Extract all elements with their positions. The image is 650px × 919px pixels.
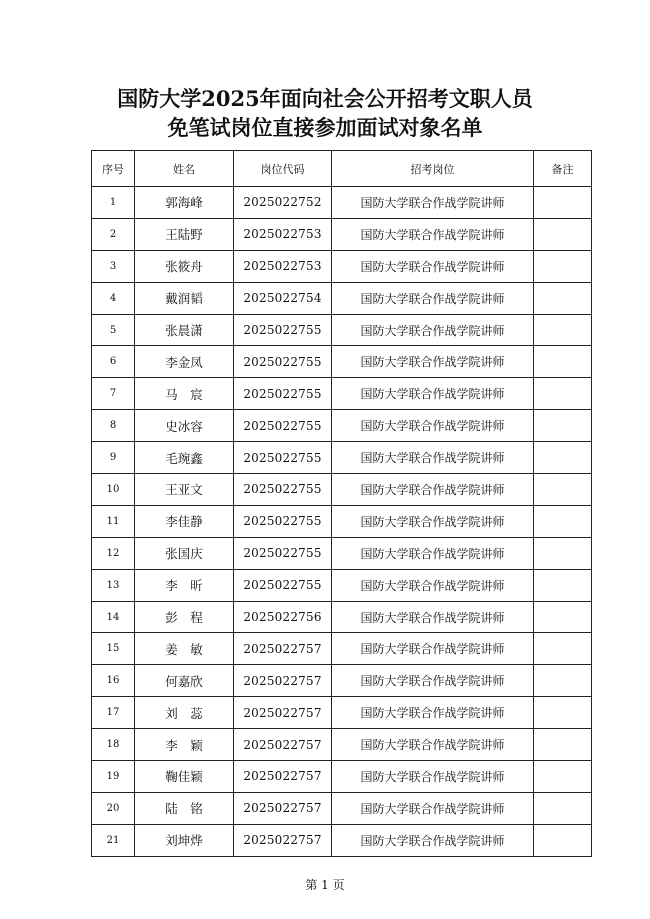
code-cell: 2025022752 xyxy=(234,187,332,219)
code-cell: 2025022756 xyxy=(234,601,332,633)
table-body xyxy=(92,187,592,857)
table-row xyxy=(92,792,592,824)
note-cell xyxy=(534,474,592,506)
seq-cell: 3 xyxy=(92,250,135,282)
code-cell: 2025022755 xyxy=(234,410,332,442)
name-cell: 李 颖 xyxy=(135,729,234,761)
header-note: 备注 xyxy=(534,151,592,187)
seq-cell: 4 xyxy=(92,282,135,314)
code-cell: 2025022757 xyxy=(234,824,332,856)
post-cell: 国防大学联合作战学院讲师 xyxy=(332,282,534,314)
table-row xyxy=(92,824,592,856)
name-cell: 刘 蕊 xyxy=(135,697,234,729)
page-number: 第 1 页 xyxy=(305,878,345,892)
seq-cell: 12 xyxy=(92,537,135,569)
table-row xyxy=(92,187,592,219)
post-cell: 国防大学联合作战学院讲师 xyxy=(332,633,534,665)
code-cell: 2025022755 xyxy=(234,474,332,506)
post-cell: 国防大学联合作战学院讲师 xyxy=(332,665,534,697)
post-cell: 国防大学联合作战学院讲师 xyxy=(332,378,534,410)
post-cell: 国防大学联合作战学院讲师 xyxy=(332,569,534,601)
name-cell: 戴润韬 xyxy=(135,282,234,314)
post-cell: 国防大学联合作战学院讲师 xyxy=(332,346,534,378)
note-cell xyxy=(534,505,592,537)
note-cell xyxy=(534,378,592,410)
seq-cell: 16 xyxy=(92,665,135,697)
code-cell: 2025022757 xyxy=(234,665,332,697)
post-cell: 国防大学联合作战学院讲师 xyxy=(332,442,534,474)
table-row xyxy=(92,569,592,601)
note-cell xyxy=(534,282,592,314)
seq-cell: 1 xyxy=(92,187,135,219)
note-cell xyxy=(534,442,592,474)
seq-cell: 20 xyxy=(92,792,135,824)
seq-cell: 13 xyxy=(92,569,135,601)
seq-cell: 10 xyxy=(92,474,135,506)
seq-cell: 2 xyxy=(92,218,135,250)
note-cell xyxy=(534,410,592,442)
code-cell: 2025022757 xyxy=(234,633,332,665)
post-cell: 国防大学联合作战学院讲师 xyxy=(332,218,534,250)
name-cell: 李佳静 xyxy=(135,505,234,537)
code-cell: 2025022753 xyxy=(234,250,332,282)
note-cell xyxy=(534,729,592,761)
seq-cell: 14 xyxy=(92,601,135,633)
seq-cell: 8 xyxy=(92,410,135,442)
note-cell xyxy=(534,218,592,250)
name-cell: 李金凤 xyxy=(135,346,234,378)
note-cell xyxy=(534,824,592,856)
name-cell: 毛琬鑫 xyxy=(135,442,234,474)
seq-cell: 15 xyxy=(92,633,135,665)
seq-cell: 11 xyxy=(92,505,135,537)
name-cell: 王亚文 xyxy=(135,474,234,506)
post-cell: 国防大学联合作战学院讲师 xyxy=(332,792,534,824)
document-title-line-2: 免笔试岗位直接参加面试对象名单 xyxy=(167,115,483,140)
seq-cell: 6 xyxy=(92,346,135,378)
table-header-row xyxy=(92,151,592,187)
table-row xyxy=(92,218,592,250)
name-cell: 张筱舟 xyxy=(135,250,234,282)
note-cell xyxy=(534,601,592,633)
note-cell xyxy=(534,346,592,378)
note-cell xyxy=(534,250,592,282)
table-row xyxy=(92,250,592,282)
table-row xyxy=(92,314,592,346)
code-cell: 2025022753 xyxy=(234,218,332,250)
post-cell: 国防大学联合作战学院讲师 xyxy=(332,314,534,346)
table-row xyxy=(92,697,592,729)
header-code: 岗位代码 xyxy=(234,151,332,187)
seq-cell: 17 xyxy=(92,697,135,729)
seq-cell: 9 xyxy=(92,442,135,474)
name-cell: 刘坤烨 xyxy=(135,824,234,856)
post-cell: 国防大学联合作战学院讲师 xyxy=(332,761,534,793)
header-seq: 序号 xyxy=(92,151,135,187)
name-cell: 何嘉欣 xyxy=(135,665,234,697)
post-cell: 国防大学联合作战学院讲师 xyxy=(332,250,534,282)
table-row xyxy=(92,474,592,506)
note-cell xyxy=(534,314,592,346)
post-cell: 国防大学联合作战学院讲师 xyxy=(332,505,534,537)
note-cell xyxy=(534,187,592,219)
name-cell: 彭 程 xyxy=(135,601,234,633)
post-cell: 国防大学联合作战学院讲师 xyxy=(332,824,534,856)
post-cell: 国防大学联合作战学院讲师 xyxy=(332,729,534,761)
document-title-line-1: 国防大学2025年面向社会公开招考文职人员 xyxy=(117,86,533,111)
table-row xyxy=(92,761,592,793)
note-cell xyxy=(534,537,592,569)
name-cell: 史冰容 xyxy=(135,410,234,442)
note-cell xyxy=(534,569,592,601)
seq-cell: 18 xyxy=(92,729,135,761)
table-row xyxy=(92,505,592,537)
post-cell: 国防大学联合作战学院讲师 xyxy=(332,537,534,569)
seq-cell: 21 xyxy=(92,824,135,856)
name-cell: 郭海峰 xyxy=(135,187,234,219)
post-cell: 国防大学联合作战学院讲师 xyxy=(332,410,534,442)
code-cell: 2025022757 xyxy=(234,729,332,761)
name-cell: 张国庆 xyxy=(135,537,234,569)
code-cell: 2025022755 xyxy=(234,569,332,601)
code-cell: 2025022757 xyxy=(234,761,332,793)
post-cell: 国防大学联合作战学院讲师 xyxy=(332,601,534,633)
note-cell xyxy=(534,697,592,729)
post-cell: 国防大学联合作战学院讲师 xyxy=(332,474,534,506)
post-cell: 国防大学联合作战学院讲师 xyxy=(332,187,534,219)
code-cell: 2025022755 xyxy=(234,505,332,537)
name-cell: 张晨潇 xyxy=(135,314,234,346)
name-cell: 鞠佳颖 xyxy=(135,761,234,793)
seq-cell: 19 xyxy=(92,761,135,793)
note-cell xyxy=(534,792,592,824)
table-row xyxy=(92,633,592,665)
name-cell: 陆 铭 xyxy=(135,792,234,824)
post-cell: 国防大学联合作战学院讲师 xyxy=(332,697,534,729)
table-row xyxy=(92,346,592,378)
table-row xyxy=(92,410,592,442)
note-cell xyxy=(534,665,592,697)
table-row xyxy=(92,665,592,697)
seq-cell: 5 xyxy=(92,314,135,346)
name-cell: 马 宸 xyxy=(135,378,234,410)
code-cell: 2025022755 xyxy=(234,378,332,410)
code-cell: 2025022757 xyxy=(234,792,332,824)
header-name: 姓名 xyxy=(135,151,234,187)
code-cell: 2025022757 xyxy=(234,697,332,729)
note-cell xyxy=(534,633,592,665)
name-cell: 王陆野 xyxy=(135,218,234,250)
name-cell: 李 昕 xyxy=(135,569,234,601)
code-cell: 2025022755 xyxy=(234,346,332,378)
name-cell: 姜 敏 xyxy=(135,633,234,665)
code-cell: 2025022754 xyxy=(234,282,332,314)
header-post: 招考岗位 xyxy=(332,151,534,187)
seq-cell: 7 xyxy=(92,378,135,410)
code-cell: 2025022755 xyxy=(234,537,332,569)
table-row xyxy=(92,442,592,474)
note-cell xyxy=(534,761,592,793)
table-row xyxy=(92,282,592,314)
table-row xyxy=(92,378,592,410)
table-row xyxy=(92,537,592,569)
code-cell: 2025022755 xyxy=(234,442,332,474)
code-cell: 2025022755 xyxy=(234,314,332,346)
table-row xyxy=(92,729,592,761)
candidate-table xyxy=(91,150,592,857)
table-row xyxy=(92,601,592,633)
